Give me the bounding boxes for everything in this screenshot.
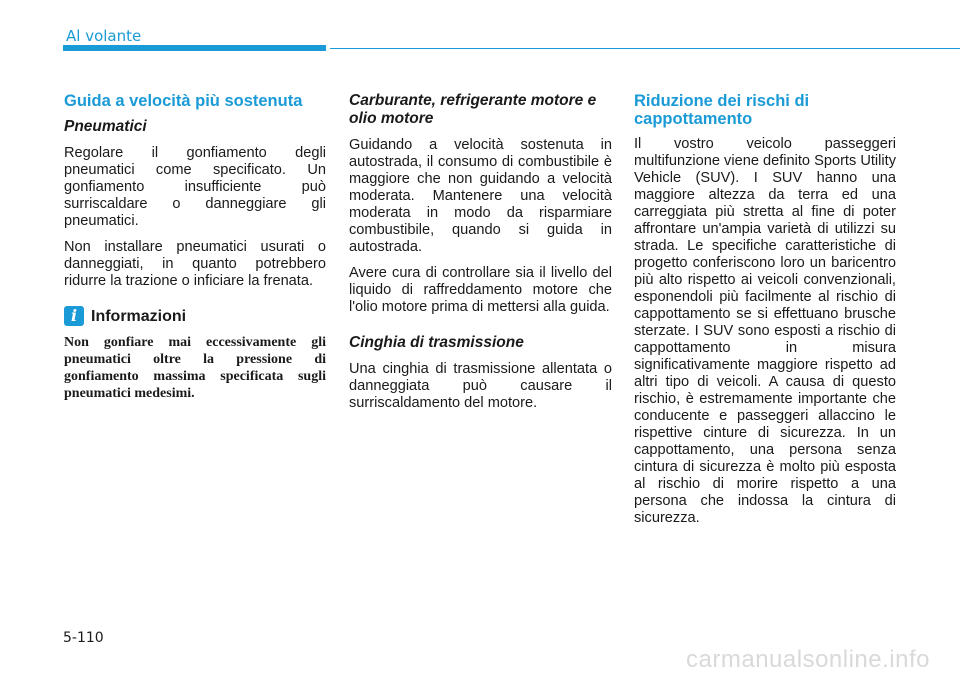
page-number: 5-110 [63, 630, 104, 646]
info-header [64, 306, 326, 326]
paragraph-drive-belt: Una cinghia di trasmissione allentata o danneggiata può causare il surriscaldamento del motore. [349, 361, 612, 411]
header-rule-thin [330, 48, 960, 49]
column-right [634, 92, 896, 536]
paragraph-check-fluids: Avere cura di controllare sia il livello del liquido di raffreddamento motore che l'olio motore prima di mettersi alla guida. [349, 265, 612, 315]
paragraph-rollover: Il vostro veicolo passeggeri multifunzione viene definito Sports Utility Vehicle (SUV). I SUV hanno una maggiore altezza da terra ed una carreggiata più stretta al fine di poter affrontare un'ampia varietà di utilizzi su strada. Le specifiche caratteristiche di progetto conferiscono loro un baricentro più alto rispetto ai veicoli convenzionali, esponendoli più facilmente al rischio di cappottamento se si effettuano brusche sterzate. I SUV sono esposti a rischio di cappottamento in misura significativamente maggiore rispetto ad altri tipo di veicoli. A causa di questo rischio, è estremamente importante che conducente e passeggeri allaccino le rispettive cinture di sicurezza. In un cappottamento, una persona senza cintura di sicurezza è molto più esposta al rischio di morire rispetto a una persona che indossa la cintura di sicurezza. [634, 136, 897, 526]
paragraph-tyre-inflation: Regolare il gonfiamento degli pneumatici come specificato. Un gonfiamento insufficiente può surriscaldare o danneggiare gli pneumatici. [64, 145, 326, 229]
header-rule-thick [63, 45, 326, 51]
subtitle-drive-belt: Cinghia di trasmissione [349, 334, 524, 351]
paragraph-fuel-consumption: Guidando a velocità sostenuta in autostrada, il consumo di combustibile è maggiore che non guidando a velocità moderata. Mantenere una velocità moderata in modo da risparmiare combustibile, quando si guida in autostrada. [349, 137, 612, 255]
watermark: carmanualsonline.info [686, 646, 930, 673]
info-label: Informazioni [91, 307, 187, 325]
column-middle [349, 92, 612, 421]
paragraph-worn-tyres: Non installare pneumatici usurati o danneggiati, in quanto potrebbero ridurre la trazione o inficiare la frenata. [64, 239, 326, 289]
section-title-rollover: Riduzione dei rischi di cappottamento [634, 92, 810, 128]
subtitle-tyres: Pneumatici [64, 118, 147, 135]
chapter-title: Al volante [66, 27, 142, 45]
column-left [64, 92, 326, 411]
subtitle-fuel-coolant-oil: Carburante, refrigerante motore e olio motore [349, 92, 597, 127]
info-text: Non gonfiare mai eccessivamente gli pneumatici oltre la pressione di gonfiamento massima specificata sugli pneumatici medesimi. [64, 335, 326, 401]
info-icon: i [64, 306, 84, 326]
section-title-speed: Guida a velocità più sostenuta [64, 92, 303, 110]
